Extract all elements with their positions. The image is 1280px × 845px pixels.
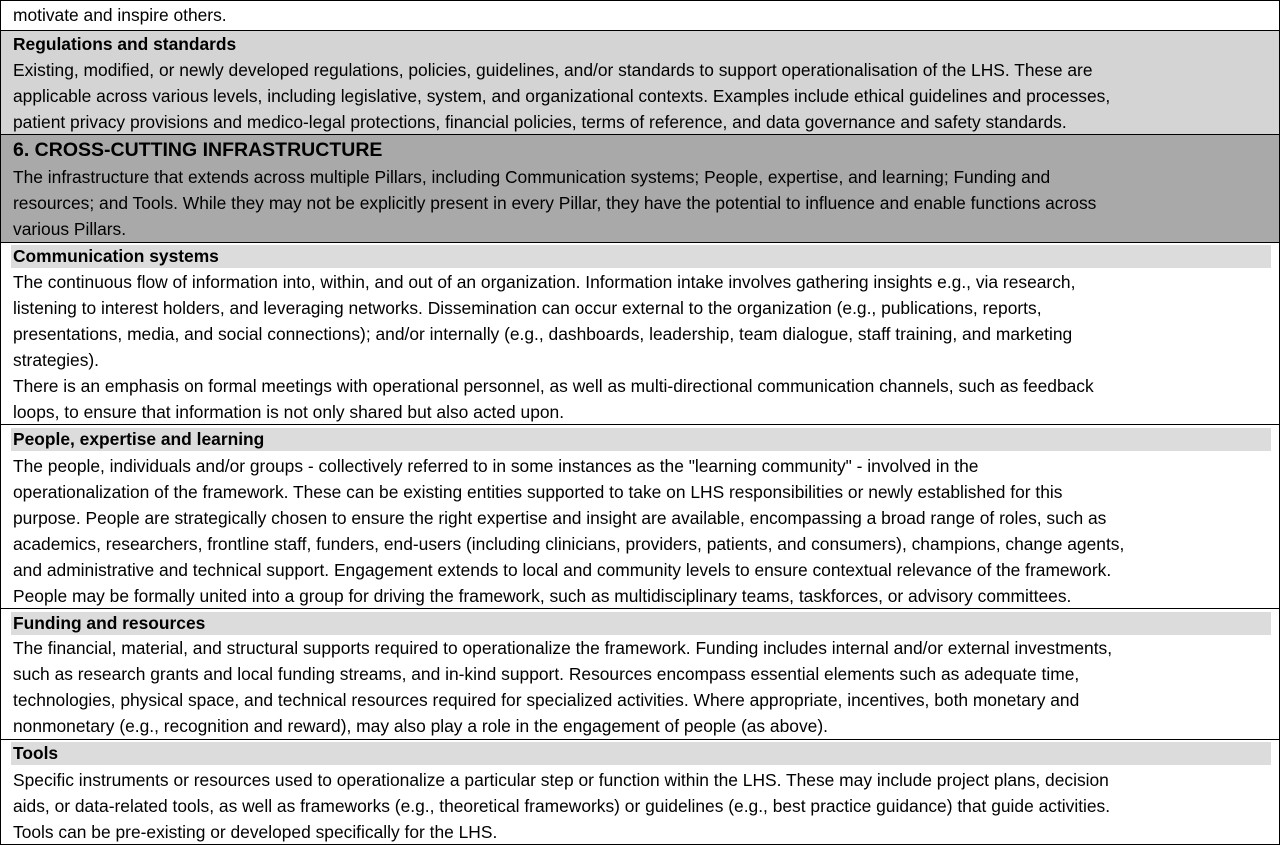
cross-cutting-line: The infrastructure that extends across multiple Pillars, including Communication systems; People, expertise, and learning; Funding and (13, 167, 1051, 187)
communication-line: The continuous flow of information into, within, and out of an organization. Information intake involves gathering insights e.g., via research, (13, 272, 1076, 292)
regulations-heading: Regulations and standards (13, 34, 237, 54)
communication-line: There is an emphasis on formal meetings with operational personnel, as well as multi-directional communication channels, such as feedback (13, 376, 1094, 396)
people-line: People may be formally united into a group for driving the framework, such as multidisciplinary teams, taskforces, or advisory committees. (13, 586, 1072, 606)
funding-section (1, 608, 1279, 739)
people-line: The people, individuals and/or groups - collectively referred to in some instances as the "learning community" - involved in the (13, 456, 979, 476)
funding-line: such as research grants and local funding streams, and in-kind support. Resources encompass essential elements such as adequate time, (13, 664, 1080, 684)
intro-row (1, 1, 1279, 30)
tools-line: aids, or data-related tools, as well as frameworks (e.g., theoretical frameworks) or guidelines (e.g., best practice guidance) that guide activities. (13, 796, 1111, 816)
cross-cutting-line: resources; and Tools. While they may not be explicitly present in every Pillar, they have the potential to influence and enable functions across (13, 193, 1097, 213)
tools-line: Specific instruments or resources used to operationalize a particular step or function within the LHS. These may include project plans, decision (13, 770, 1109, 790)
tools-section (1, 739, 1279, 844)
funding-heading: Funding and resources (11, 612, 1271, 635)
tools-heading: Tools (11, 742, 1271, 765)
regulations-line: applicable across various levels, including legislative, system, and organizational contexts. Examples include ethical guidelines and processes, (13, 86, 1111, 106)
intro-text: motivate and inspire others. (13, 5, 227, 25)
funding-line: nonmonetary (e.g., recognition and reward), may also play a role in the engagement of people (as above). (13, 716, 828, 736)
people-line: academics, researchers, frontline staff, funders, end-users (including clinicians, providers, patients, and consumers), champions, change agents, (13, 534, 1125, 554)
communication-heading: Communication systems (11, 245, 1271, 268)
people-line: operationalization of the framework. These can be existing entities supported to take on LHS responsibilities or newly established for this (13, 482, 1063, 502)
communication-line: presentations, media, and social connections); and/or internally (e.g., dashboards, leadership, team dialogue, staff training, and marketing (13, 324, 1073, 344)
people-section (1, 424, 1279, 608)
people-line: and administrative and technical support. Engagement extends to local and community levels to ensure contextual relevance of the framework. (13, 560, 1112, 580)
cross-cutting-line: various Pillars. (13, 219, 127, 239)
communication-section (1, 242, 1279, 424)
communication-line: strategies). (13, 350, 100, 370)
funding-line: The financial, material, and structural supports required to operationalize the framework. Funding includes internal and/or external investments, (13, 638, 1113, 658)
people-heading: People, expertise and learning (11, 428, 1271, 451)
communication-line: listening to interest holders, and leveraging networks. Dissemination can occur external to the organization (e.g., publications, reports, (13, 298, 1042, 318)
cross-cutting-title: 6. CROSS-CUTTING INFRASTRUCTURE (13, 139, 383, 161)
regulations-section (1, 30, 1279, 134)
regulations-line: Existing, modified, or newly developed regulations, policies, guidelines, and/or standards to support operationalisation of the LHS. These are (13, 60, 1093, 80)
tools-line: Tools can be pre-existing or developed specifically for the LHS. (13, 822, 498, 842)
funding-line: technologies, physical space, and technical resources required for specialized activities. Where appropriate, incentives, both monetary and (13, 690, 1080, 710)
communication-line: loops, to ensure that information is not only shared but also acted upon. (13, 402, 565, 422)
regulations-line: patient privacy provisions and medico-legal protections, financial policies, terms of reference, and data governance and safety standards. (13, 112, 1067, 132)
cross-cutting-section (1, 134, 1279, 242)
people-line: purpose. People are strategically chosen to ensure the right expertise and insight are available, encompassing a broad range of roles, such as (13, 508, 1107, 528)
